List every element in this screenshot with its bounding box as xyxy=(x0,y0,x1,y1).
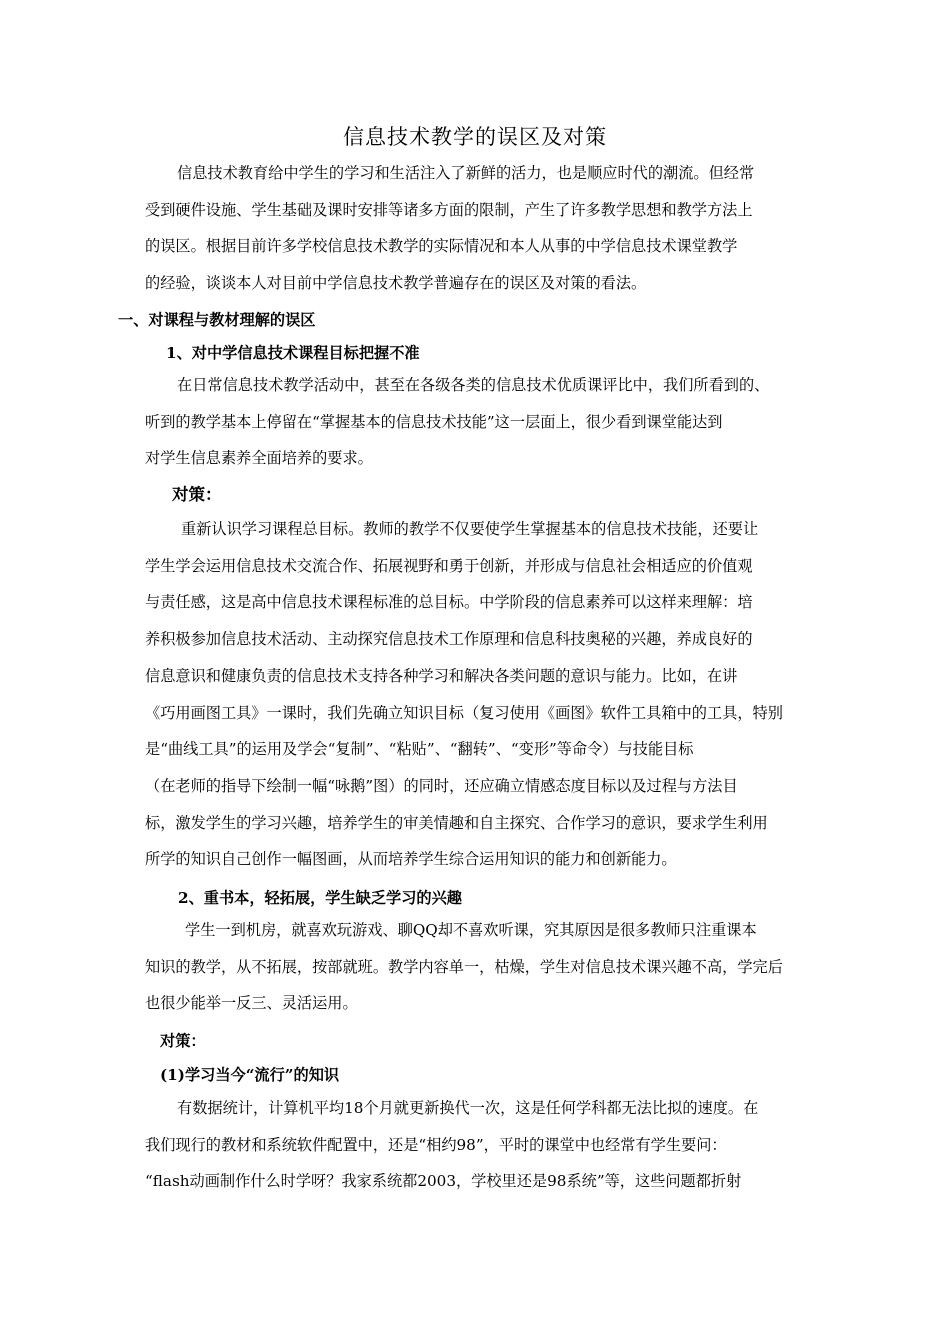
sub2-line-1: 学生一到机房，就喜欢玩游戏、聊QQ却不喜欢听课，究其原因是很多教师只注重课本 xyxy=(185,921,757,939)
strategy-2-label: 对策： xyxy=(160,1032,206,1050)
document-title: 信息技术教学的误区及对策 xyxy=(343,125,607,149)
strategy-1-label: 对策： xyxy=(172,485,222,504)
sub1-line-1: 在日常信息技术教学活动中，甚至在各级各类的信息技术优质课评比中，我们所看到的、 xyxy=(177,376,770,394)
item-1-heading: (1)学习当今“流行”的知识 xyxy=(160,1066,340,1084)
sub2-line-3: 也很少能举一反三、灵活运用。 xyxy=(145,994,358,1013)
intro-line-1: 信息技术教育给中学生的学习和生活注入了新鲜的活力，也是顺应时代的潮流。但经常 xyxy=(177,164,755,182)
item1-line-2: 我们现行的教材和系统软件配置中，还是“相约98”，平时的课堂中也经常有学生要问： xyxy=(145,1135,727,1154)
subsection-1-paragraph xyxy=(145,367,809,477)
strategy1-line-3: 与责任感，这是高中信息技术课程标准的总目标。中学阶段的信息素养可以这样来理解：培 xyxy=(145,593,753,612)
strategy1-line-4: 养积极参加信息技术活动、主动探究信息技术工作原理和信息科技奥秘的兴趣，养成良好的 xyxy=(145,630,753,649)
subsection-1-heading: 1、对中学信息技术课程目标把握不准 xyxy=(166,344,420,362)
sub1-line-3: 对学生信息素养全面培养的要求。 xyxy=(145,449,373,468)
strategy1-line-6: 《巧用画图工具》一课时，我们先确立知识目标（复习使用《画图》软件工具箱中的工具，特别 xyxy=(145,703,783,722)
strategy-1-paragraph xyxy=(145,511,809,878)
item1-line-1: 有数据统计，计算机平均18个月就更新换代一次，这是任何学科都无法比拟的速度。在 xyxy=(177,1099,759,1117)
strategy1-line-2: 学生学会运用信息技术交流合作、拓展视野和勇于创新，并形成与信息社会相适应的价值观 xyxy=(145,556,753,575)
sub2-line-2: 知识的教学，从不拓展，按部就班。教学内容单一，枯燥，学生对信息技术课兴趣不高，学完后 xyxy=(145,957,783,976)
strategy1-line-8: （在老师的指导下绘制一幅“咏鹅”图）的同时，还应确立情感态度目标以及过程与方法目 xyxy=(145,776,738,795)
intro-line-3: 的误区。根据目前许多学校信息技术教学的实际情况和本人从事的中学信息技术课堂教学 xyxy=(145,237,738,256)
strategy1-line-10: 所学的知识自己创作一幅图画，从而培养学生综合运用知识的能力和创新能力。 xyxy=(145,850,677,869)
sub1-line-2: 听到的教学基本上停留在“掌握基本的信息技术技能”这一层面上，很少看到课堂能达到 xyxy=(145,412,723,431)
intro-line-4: 的经验，谈谈本人对目前中学信息技术教学普遍存在的误区及对策的看法。 xyxy=(145,274,647,293)
intro-line-2: 受到硬件设施、学生基础及课时安排等诸多方面的限制，产生了许多教学思想和教学方法上 xyxy=(145,200,753,219)
subsection-2-heading: 2、重书本，轻拓展，学生缺乏学习的兴趣 xyxy=(178,889,462,907)
strategy1-line-5: 信息意识和健康负责的信息技术支持各种学习和解决各类问题的意识与能力。比如，在讲 xyxy=(145,666,738,685)
strategy1-line-9: 标，激发学生的学习兴趣，培养学生的审美情趣和自主探究、合作学习的意识，要求学生利用 xyxy=(145,813,768,832)
item-1-paragraph xyxy=(145,1090,809,1200)
subsection-2-paragraph xyxy=(145,912,809,1022)
strategy1-line-1: 重新认识学习课程总目标。教师的教学不仅要使学生掌握基本的信息技术技能，还要让 xyxy=(181,520,759,538)
strategy1-line-7: 是“曲线工具”的运用及学会“复制”、“粘贴”、“翻转”、“变形”等命令）与技能目标 xyxy=(145,740,694,759)
intro-paragraph xyxy=(145,155,809,302)
item1-line-3: “flash动画制作什么时学呀？我家系统都2003，学校里还是98系统”等，这些问题都折射 xyxy=(145,1172,742,1191)
section-1-heading: 一、对课程与教材理解的误区 xyxy=(118,311,316,329)
